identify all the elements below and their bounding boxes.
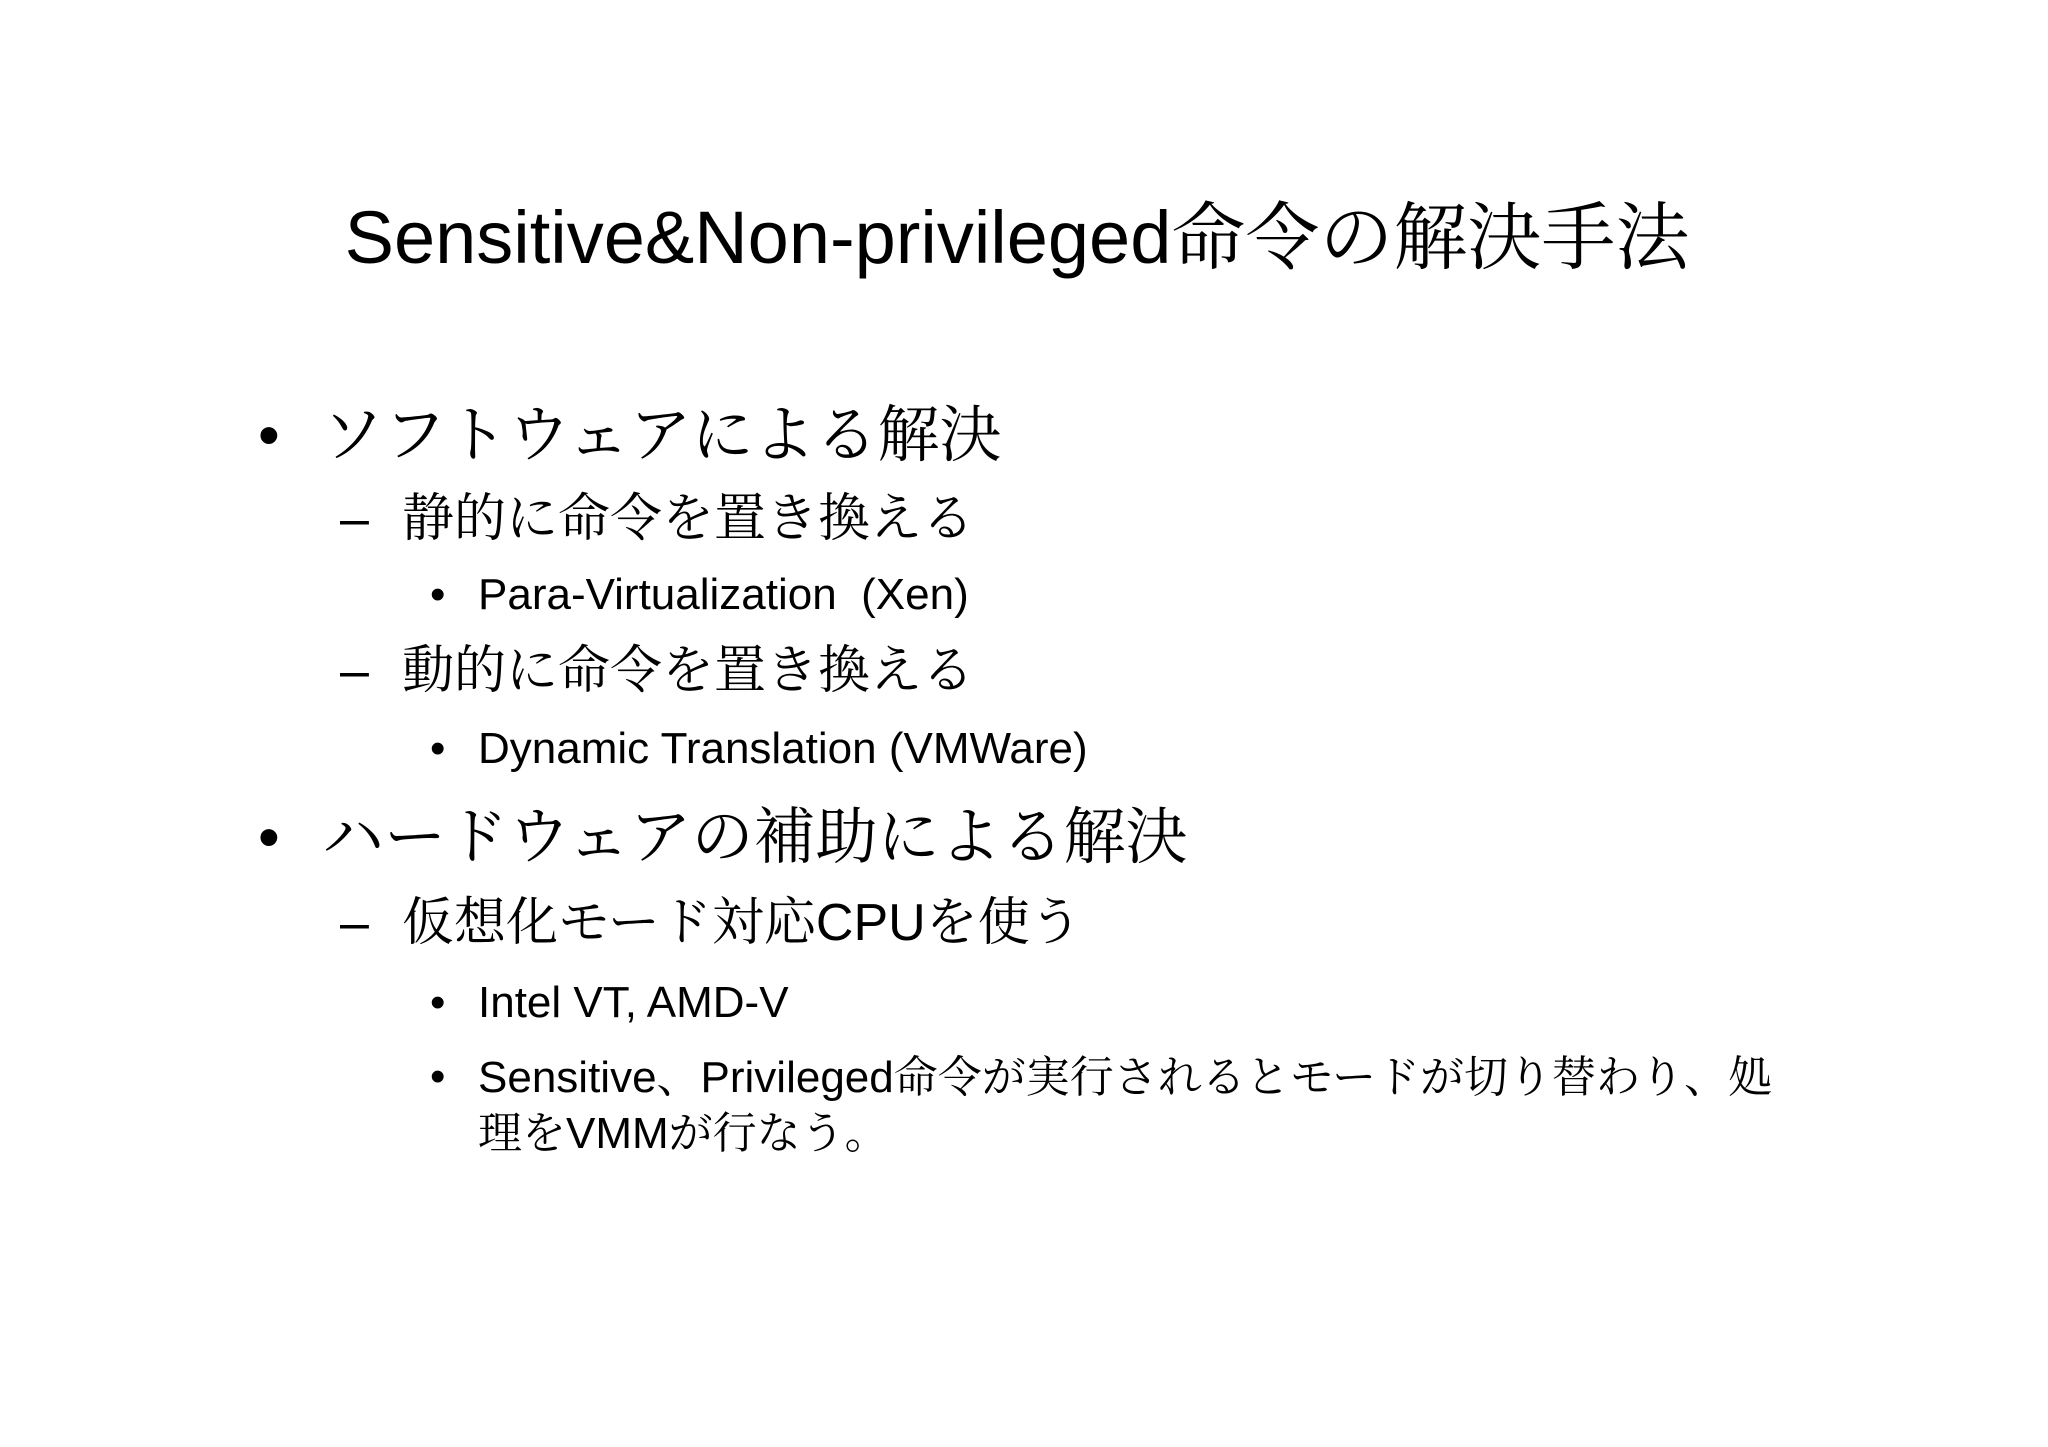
subbullet-text: 静的に命令を置き換える: [402, 490, 975, 548]
bullet-text: ハードウェアの補助による解決: [322, 803, 1188, 872]
bullet-text: ソフトウェアによる解決: [322, 401, 1002, 470]
bullet-marker: •: [430, 570, 446, 619]
detail-text: Dynamic Translation (VMWare): [478, 724, 1088, 773]
bullet-marker: •: [258, 401, 280, 470]
bullet-marker: •: [430, 724, 446, 773]
dash-marker: –: [340, 894, 369, 952]
dash-marker: –: [340, 642, 369, 700]
subbullet-text: 仮想化モード対応CPUを使う: [402, 894, 1082, 952]
subbullet-text: 動的に命令を置き換える: [402, 642, 975, 700]
dash-marker: –: [340, 490, 369, 548]
slide-title: Sensitive&Non-privileged命令の解決手法: [344, 196, 1690, 279]
bullet-marker: •: [430, 978, 446, 1027]
bullet-marker: •: [430, 1052, 446, 1101]
detail-text: Sensitive、Privileged命令が実行されるとモードが切り替わり、処理をVMMが行なう。: [478, 1053, 1772, 1158]
detail-text: Intel VT, AMD-V: [478, 978, 789, 1027]
bullet-marker: •: [258, 803, 280, 872]
detail-text: Para-Virtualization (Xen): [478, 570, 969, 619]
